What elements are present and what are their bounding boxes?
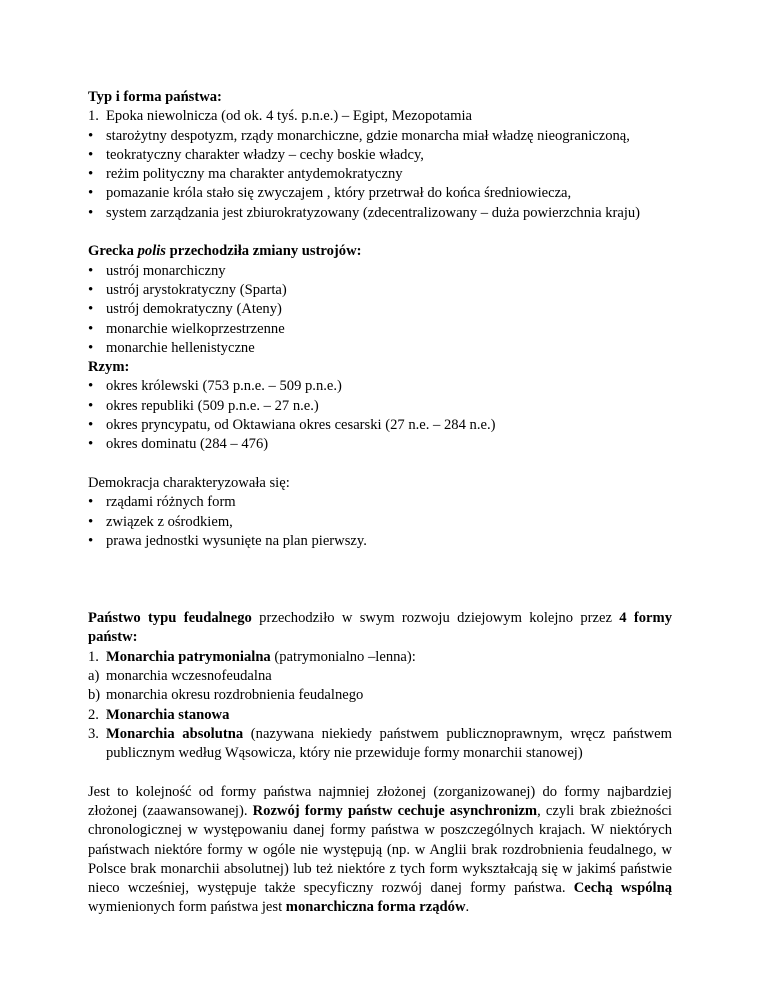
- section-heading-greek-polis: Grecka polis przechodziła zmiany ustrojów:: [88, 243, 362, 260]
- list-item: • ustrój arystokratyczny (Sparta): [88, 281, 672, 300]
- list-item: • okres królewski (753 p.n.e. – 509 p.n.e.): [88, 377, 672, 396]
- lettered-item-b: b) monarchia okresu rozdrobnienia feudalnego: [88, 687, 364, 704]
- list-item: • okres republiki (509 p.n.e. – 27 n.e.): [88, 397, 672, 416]
- list-item: • teokratyczny charakter władzy – cechy boskie władcy,: [88, 146, 672, 165]
- document-page: [88, 88, 672, 918]
- list-item: • ustrój monarchiczny: [88, 262, 672, 281]
- list-item: • pomazanie króla stało się zwyczajem , który przetrwał do końca średniowiecza,: [88, 184, 672, 203]
- lettered-item-a: a) monarchia wczesnofeudalna: [88, 667, 272, 684]
- list-item: • prawa jednostki wysunięte na plan pierwszy.: [88, 532, 672, 551]
- section-heading-state-type: Typ i forma państwa:: [88, 89, 222, 105]
- list-item: • monarchie hellenistyczne: [88, 339, 672, 358]
- list-item: • okres pryncypatu, od Oktawiana okres cesarski (27 n.e. – 284 n.e.): [88, 416, 672, 435]
- numbered-item-patrimonial: 1. Monarchia patrymonialna (patrymonialno –lenna):: [88, 648, 416, 665]
- asynchronism-paragraph: Jest to kolejność od formy państwa najmniej złożonej (zorganizowanej) do formy najbardziej złożonej (zaawansowanej). Rozwój formy państw cechuje asynchronizm, czyli brak zbieżności chronologicznej w występowaniu danej formy państwa w poszczególnych krajach. W niektórych państwach niektóre formy w ogóle nie występują (np. w Anglii brak rozdrobnienia feudalnego, w Polsce brak monarchii absolutnej) lub też niektóre z tych form wykształcają się w jakimś państwie nieco wcześniej, występuje także specyficzny rozwój danej formy państwa. Cechą wspólną wymienionych form państwa jest monarchiczna forma rządów.: [88, 783, 672, 916]
- list-item: • związek z ośrodkiem,: [88, 513, 672, 532]
- list-item: • monarchie wielkoprzestrzenne: [88, 320, 672, 339]
- list-item: • system zarządzania jest zbiurokratyzowany (zdecentralizowany – duża powierzchnia kraju): [88, 204, 672, 223]
- numbered-item-absolute: 3. Monarchia absolutna (nazywana niekiedy państwem publicznoprawnym, wręcz państwem publicznym według Wąsowicza, który nie przewiduje formy monarchii stanowej): [88, 725, 672, 762]
- bullet-list-rome-periods: [88, 377, 672, 454]
- numbered-item-estates: 2. Monarchia stanowa: [88, 706, 230, 723]
- section-heading-rome: Rzym:: [88, 359, 130, 376]
- list-item: • okres dominatu (284 – 476): [88, 435, 672, 454]
- feudal-intro-paragraph: Państwo typu feudalnego przechodziło w swym rozwoju dziejowym kolejno przez 4 formy państw:: [88, 610, 672, 646]
- list-item: • rządami różnych form: [88, 493, 672, 512]
- section-heading-democracy: Demokracja charakteryzowała się:: [88, 474, 290, 491]
- list-item: • ustrój demokratyczny (Ateny): [88, 300, 672, 319]
- bullet-list-greek-systems: [88, 262, 672, 358]
- bullet-list-democracy: [88, 493, 672, 551]
- list-item: • starożytny despotyzm, rządy monarchiczne, gdzie monarcha miał władzę nieograniczoną,: [88, 127, 672, 146]
- list-item: • reżim polityczny ma charakter antydemokratyczny: [88, 165, 672, 184]
- bullet-list-despotism: [88, 127, 672, 223]
- numbered-item-slave-epoch: 1. Epoka niewolnicza (od ok. 4 tyś. p.n.e.) – Egipt, Mezopotamia: [88, 108, 472, 125]
